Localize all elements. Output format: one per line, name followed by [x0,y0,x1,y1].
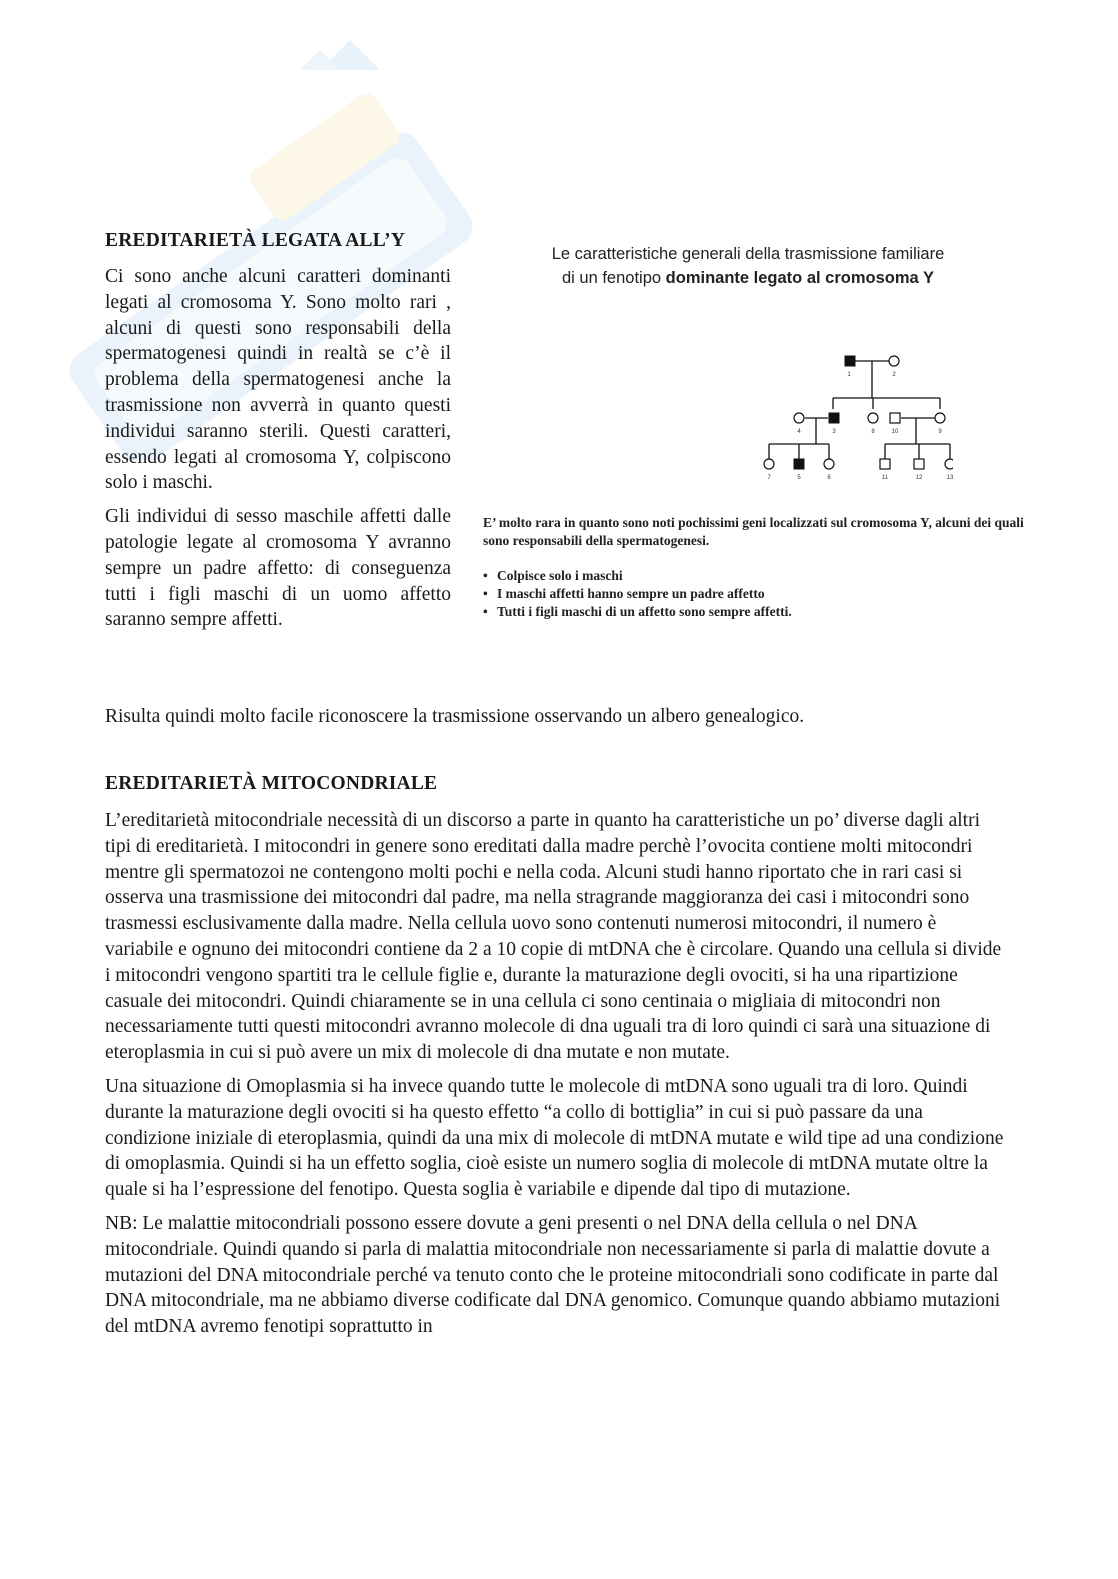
paragraph: Gli individui di sesso maschile affetti dalle patologie legate al cromosoma Y avranno sempre un padre affetto: di conseguenza tutti i figli maschi di un uomo affetto saranno sempre affetti. [105,506,451,631]
paragraph: Una situazione di Omoplasmia si ha invece quando tutte le molecole di mtDNA sono uguali tra di loro. Quindi durante la maturazione degli ovociti si ha questo effetto “a collo di bottiglia” in cui si può passare da una condizione iniziale di eteroplasmia, quindi da una mix di molecole di mtDNA mutate e wild tipe ad una condizione di omoplasmia. Quindi si ha un effetto soglia, cioè esiste un numero soglia di molecole di mtDNA mutate oltre la quale si ha l’espressione del fenotipo. Questa soglia è variabile e dipende dal tipo di mutazione. [105,1075,1004,1201]
pedigree-label: 5 [797,475,801,481]
bullet-item: • Tutti i figli maschi di un affetto sono sempre affetti. [483,603,1043,621]
pedigree-label: 3 [832,429,836,435]
bullet-item: • Colpisce solo i maschi [483,567,1043,585]
pedigree-male-unaffected [880,459,890,469]
pedigree-chart [673,352,953,497]
pedigree-label: 1 [847,372,851,378]
pedigree-female [824,459,834,469]
pedigree-label: 6 [827,475,831,481]
pedigree-female [764,459,774,469]
caption-bold: dominante legato al cromosoma Y [665,269,934,287]
pedigree-label: 12 [915,475,923,481]
pedigree-male-unaffected [914,459,924,469]
figure-bullet-list [483,567,1043,621]
paragraph: Ci sono anche alcuni caratteri dominanti legati al cromosoma Y. Sono molto rari , alcuni di questi sono responsabili della spermatogenesi quindi in realtà se c’è il problema della spermatogenesi anche la trasmissione non avverrà in quanto questi individui saranno sterili. Questi caratteri, essendo legati al cromosoma Y, colpiscono solo i maschi. [105,266,451,494]
caption-prefix: di un fenotipo [561,269,666,287]
pedigree-label: 8 [871,429,875,435]
pedigree-label: 11 [881,475,889,481]
pedigree-figure [483,242,1043,619]
caption-line-2 [453,266,1043,290]
pedigree-male-affected [845,356,855,366]
figure-notes-intro: E’ molto rara in quanto sono noti pochissimi geni localizzati sul cromosoma Y, alcuni dei quali sono responsabili della spermatogenesi. [483,515,1024,548]
caption-line-1: Le caratteristiche generali della trasmissione familiare [551,245,945,263]
pedigree-female [935,413,945,423]
pedigree-male-affected [829,413,839,423]
pedigree-male-unaffected [890,413,900,423]
pedigree-label: 2 [892,372,896,378]
conclusion-paragraph: Risulta quindi molto facile riconoscere la trasmissione osservando un albero genealogico. [105,706,805,727]
pedigree-label: 13 [946,475,953,481]
pedigree-label: 4 [797,429,801,435]
figure-caption [453,242,1043,290]
pedigree-female [868,413,878,423]
section-y-linked-text [105,264,451,633]
pedigree-male-affected [794,459,804,469]
section-title-mitochondrial: EREDITARIETÀ MITOCONDRIALE [105,773,438,794]
pedigree-female [794,413,804,423]
section-title-y-linked: EREDITARIETÀ LEGATA ALL’Y [105,230,406,251]
pedigree-female [889,356,899,366]
pedigree-label: 10 [891,429,899,435]
pedigree-label: 9 [938,429,942,435]
pedigree-label: 7 [767,475,771,481]
paragraph: NB: Le malattie mitocondriali possono essere dovute a geni presenti o nel DNA della cellula o nel DNA mitocondriale. Quindi quando si parla di malattia mitocondriale non necessariamente si parla di malattie dovute a mutazioni del DNA mitocondriale perché va tenuto conto che le proteine mitocondriali sono codificate in parte dal DNA mitocondriale, ma ne abbiamo diverse codificate dal DNA genomico. Comunque quando abbiamo mutazioni del mtDNA avremo fenotipi soprattutto in [105,1212,1001,1338]
pedigree-female [945,459,953,469]
bullet-item: • I maschi affetti hanno sempre un padre affetto [483,585,1043,603]
section-mitochondrial-text [105,808,1005,1340]
paragraph: L’ereditarietà mitocondriale necessità di un discorso a parte in quanto ha caratteristiche un po’ diverse dagli altri tipi di ereditarietà. I mitocondri in genere sono ereditati dalla madre perchè l’ovocita contiene molti mitocondri mentre gli spermatozoi ne contengono molti pochi e nella coda. Alcuni studi hanno riportato che in rari casi si osserva una trasmissione dei mitocondri dal padre, ma nella stragrande maggioranza dei casi i mitocondri sono trasmessi esclusivamente dalla madre. Nella cellula uovo sono contenuti numerosi mitocondri, il numero è variabile e ognuno dei mitocondri contiene da 2 a 10 copie di mtDNA che è circolare. Quando una cellula si divide i mitocondri vengono spartiti tra le cellule figlie e, durante la maturazione degli ovociti, si ha una ripartizione casuale dei mitocondri. Quindi chiaramente se in una cellula ci sono centinaia o migliaia di mitocondri non necessariamente tutti questi mitocondri avranno molecole di dna uguali tra di loro quindi ci sarà una situazione di eteroplasmia in cui si può avere un mix di molecole di dna mutate e non mutate. [105,810,1002,1064]
